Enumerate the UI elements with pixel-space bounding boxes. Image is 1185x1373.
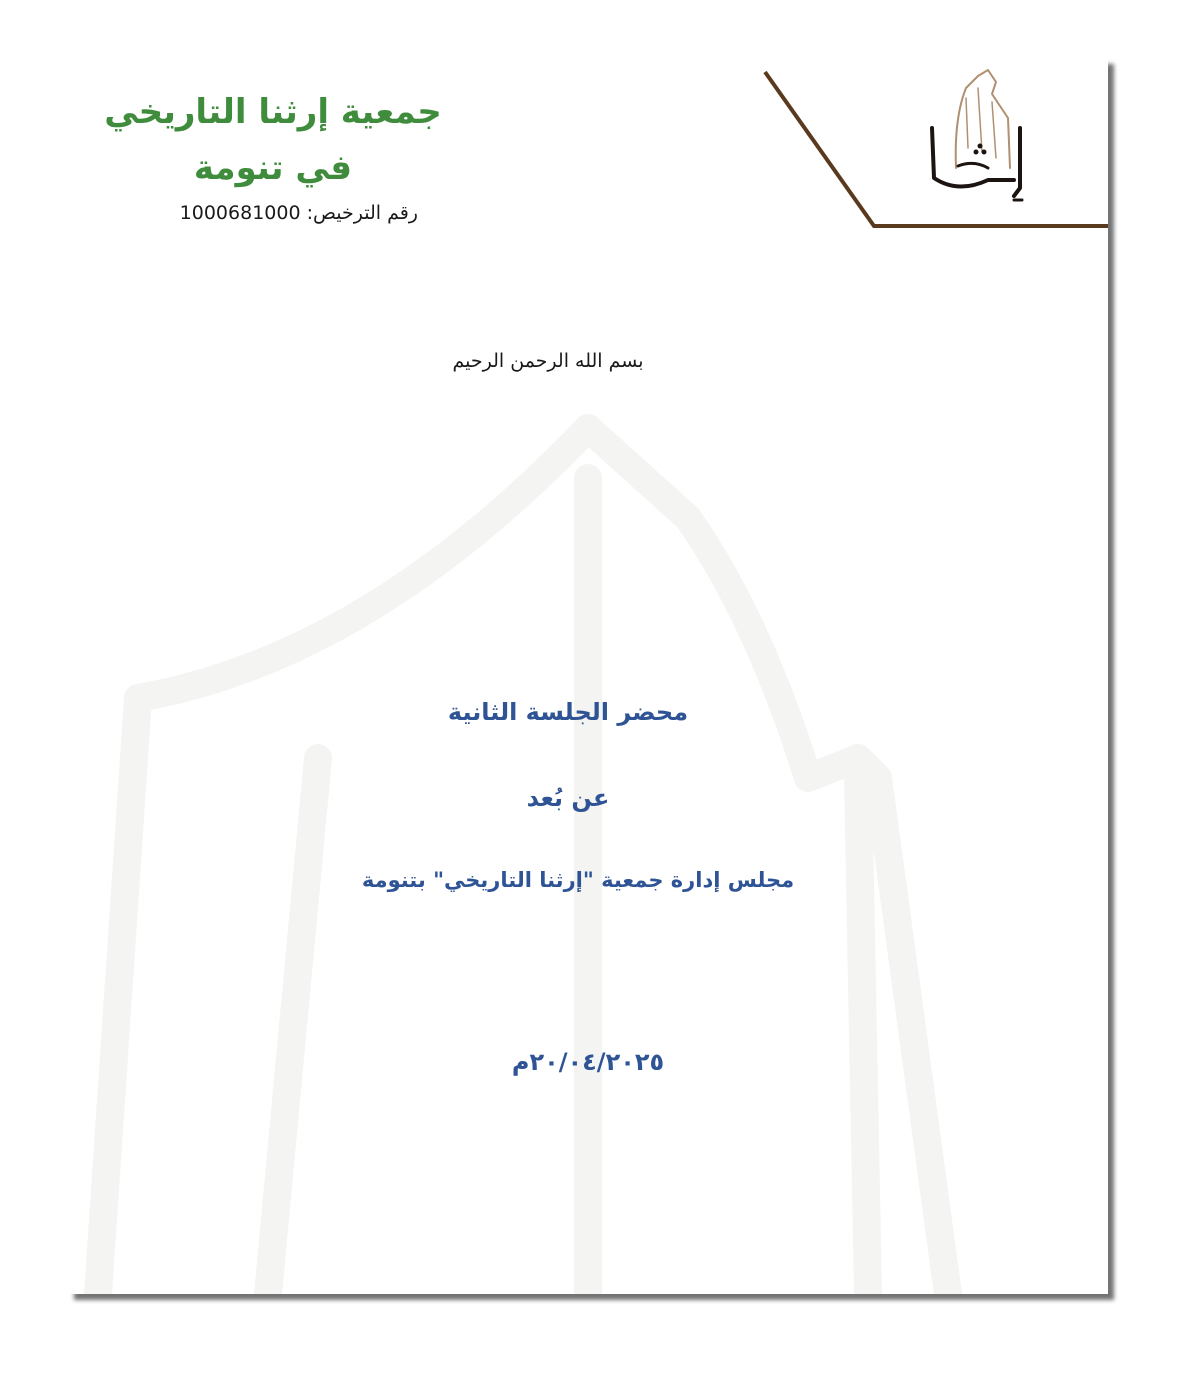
board-name: مجلس إدارة جمعية "إرثنا التاريخي" بتنومة: [361, 868, 795, 892]
license-number: رقم الترخيص: 1000681000: [179, 202, 418, 224]
meeting-mode: عن بُعد: [526, 784, 610, 812]
minutes-title: محضر الجلسة الثانية: [447, 698, 689, 726]
organization-name-line-1: جمعية إرثنا التاريخي: [104, 92, 442, 132]
meeting-date: ٢٠/٠٤/٢٠٢٥م: [511, 1048, 665, 1076]
irthna-calligraphy-logo-icon: [918, 68, 1038, 208]
watermark-logo-icon: [68, 58, 1108, 1294]
basmala: بسم الله الرحمن الرحيم: [452, 350, 644, 372]
organization-name-line-2: في تنومة: [193, 148, 353, 188]
organization-name: [98, 84, 448, 196]
document-page: [68, 58, 1108, 1294]
